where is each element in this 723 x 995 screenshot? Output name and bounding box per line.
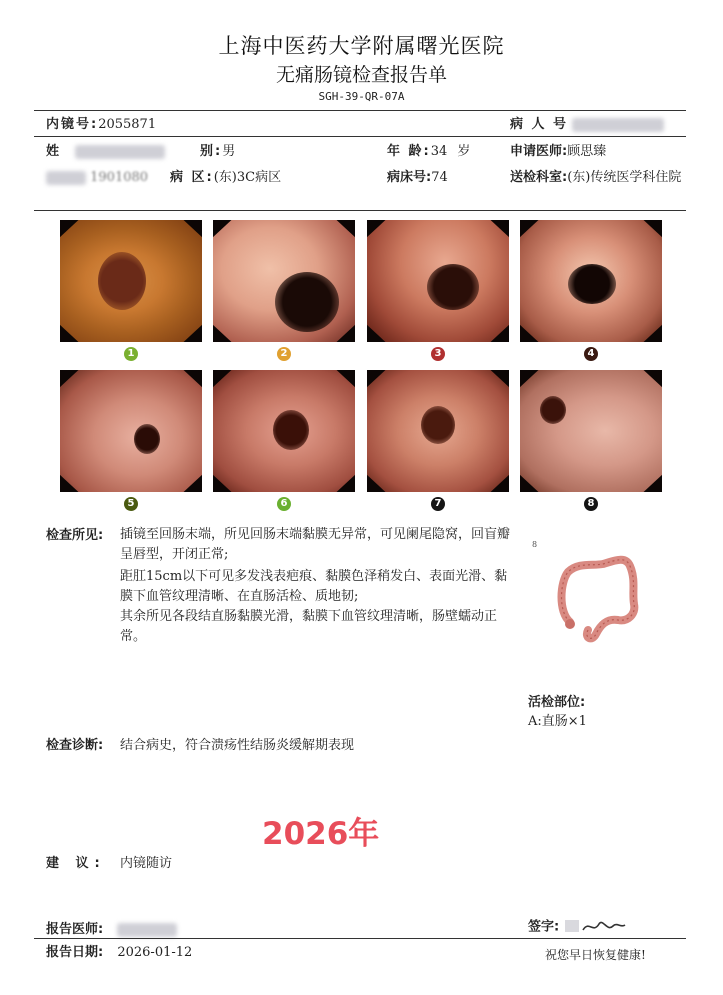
hospital-name: 上海中医药大学附属曙光医院 <box>218 34 505 58</box>
findings-p2: 距肛15cm以下可见多发浅表疤痕、黏膜色泽稍发白、表面光滑、黏膜下血管纹理清晰、在直肠活检、质地韧; <box>120 569 508 604</box>
image-number-badge: 3 <box>431 347 445 361</box>
date-value: 2026-01-12 <box>117 945 193 960</box>
diagnosis-label-text: 检查诊断: <box>46 738 104 753</box>
sex-row <box>200 143 235 161</box>
image-number-badge: 7 <box>431 497 445 511</box>
colon-diagram <box>548 542 648 644</box>
endoscopy-image <box>213 370 355 492</box>
dept-value: (东)传统医学科住院 <box>567 170 682 185</box>
name-row <box>46 143 165 161</box>
ward-label: 病 区: <box>170 170 214 185</box>
endoscopy-no: 2055871 <box>98 117 157 132</box>
id-row <box>46 169 148 187</box>
ward-row <box>170 169 281 187</box>
biopsy-value: A:直肠×1 <box>528 714 587 729</box>
signature-row <box>528 916 629 938</box>
endoscopy-no-row <box>46 116 156 134</box>
reporter-redacted <box>117 923 177 937</box>
overlay-year: 2026年 <box>262 816 380 852</box>
reporter-label: 报告医师: <box>46 922 104 937</box>
lumen-shadow <box>427 264 479 310</box>
bed-value: 74 <box>431 170 448 185</box>
endoscopy-lens <box>60 370 202 492</box>
bed-label: 病床号: <box>387 170 432 185</box>
dept-row <box>510 169 685 187</box>
image-number-badge: 1 <box>124 347 138 361</box>
endoscopy-image <box>520 370 662 492</box>
findings-label <box>46 527 103 545</box>
endoscopy-lens <box>213 220 355 342</box>
diagram-mark: 8 <box>532 540 538 549</box>
endoscopy-lens <box>213 370 355 492</box>
age-unit: 岁 <box>457 144 471 159</box>
dept-label: 送检科室: <box>510 170 568 185</box>
doctor-value: 顾思臻 <box>567 144 607 159</box>
lumen-shadow <box>134 424 160 454</box>
endoscopy-lens <box>60 220 202 342</box>
lumen-shadow <box>98 252 146 310</box>
info-divider <box>34 136 686 137</box>
form-code: SGH-39-QR-07A <box>318 90 405 103</box>
lumen-shadow <box>273 410 309 450</box>
lumen-shadow <box>421 406 455 444</box>
name-label: 姓 <box>46 144 62 159</box>
age-value: 34 <box>430 144 448 159</box>
endoscopy-image <box>520 220 662 342</box>
patient-no-row <box>510 116 664 134</box>
image-number-badge: 5 <box>124 497 138 511</box>
lumen-shadow <box>540 396 566 424</box>
doctor-label: 申请医师: <box>510 144 568 159</box>
endoscopy-image <box>367 220 509 342</box>
endoscopy-lens <box>367 220 509 342</box>
date-label: 报告日期: <box>46 945 104 960</box>
diagnosis-label <box>46 737 103 755</box>
age-row <box>387 143 470 161</box>
findings-label-text: 检查所见: <box>46 528 104 543</box>
endoscopy-lens <box>367 370 509 492</box>
advice-value: 内镜随访 <box>120 856 173 871</box>
endoscopy-no-label: 内镜号: <box>46 117 99 132</box>
image-number-badge: 2 <box>277 347 291 361</box>
sex-value: 男 <box>222 144 236 159</box>
endoscopy-image <box>60 220 202 342</box>
diagnosis-value: 结合病史，符合溃疡性结肠炎缓解期表现 <box>120 738 355 753</box>
endoscopy-lens <box>520 370 662 492</box>
info-bottom-divider <box>34 210 686 211</box>
sex-label: 别: <box>200 144 223 159</box>
patient-no-label: 病 人 号 <box>510 117 569 132</box>
advice-label <box>46 855 106 873</box>
doctor-row <box>510 143 606 161</box>
endoscopy-image <box>213 220 355 342</box>
endoscopy-lens <box>520 220 662 342</box>
lumen-shadow <box>568 264 616 304</box>
age-label: 年 龄: <box>387 144 431 159</box>
reporter-row <box>46 921 177 939</box>
signature-scribble <box>563 916 629 938</box>
endoscopy-image <box>60 370 202 492</box>
biopsy-label-text: 活检部位: <box>528 695 586 710</box>
report-title: 无痛肠镜检查报告单 <box>275 64 447 86</box>
ward-value: (东)3C病区 <box>213 170 282 185</box>
header-divider <box>34 110 686 111</box>
endoscopy-image <box>367 370 509 492</box>
name-redacted <box>75 145 165 159</box>
biopsy-label <box>528 694 585 712</box>
image-number-badge: 4 <box>584 347 598 361</box>
image-number-badge: 8 <box>584 497 598 511</box>
patient-no-redacted <box>572 118 664 132</box>
signature-label: 签字: <box>528 919 560 935</box>
image-number-badge: 6 <box>277 497 291 511</box>
bed-row <box>387 169 448 187</box>
advice-label-text: 建 议: <box>46 856 106 871</box>
footer-divider <box>34 938 686 939</box>
id-partial: 1901080 <box>90 170 149 185</box>
findings-p3: 其余所见各段结直肠黏膜光滑，黏膜下血管纹理清晰，肠壁蠕动正常。 <box>120 609 498 644</box>
findings-p1: 插镜至回肠末端，所见回肠末端黏膜无异常，可见阑尾隐窝，回盲瓣呈唇型，开闭正常; <box>120 527 511 562</box>
wish-text: 祝您早日恢复健康! <box>545 948 646 962</box>
id-redacted <box>46 171 86 185</box>
lumen-shadow <box>275 272 339 332</box>
date-row <box>46 944 192 962</box>
